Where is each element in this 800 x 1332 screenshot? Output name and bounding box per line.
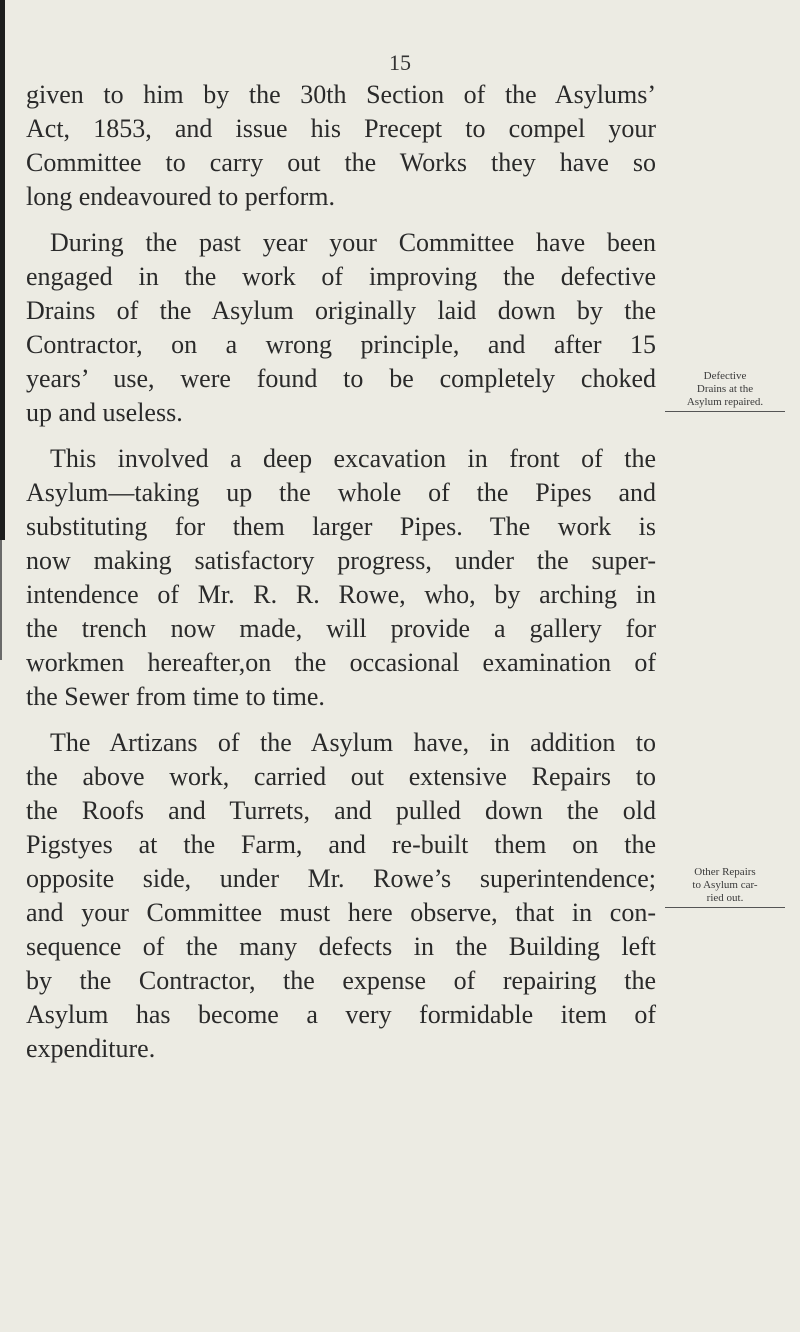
text-line: and your Committee must here observe, that in con- [26, 898, 656, 927]
text-line: Contractor, on a wrong principle, and after 15 [26, 330, 656, 359]
side-note-rule [665, 411, 785, 412]
text-line: workmen hereafter,on the occasional examination of [26, 648, 656, 677]
text-line: given to him by the 30th Section of the Asylums’ [26, 80, 656, 109]
text-line: opposite side, under Mr. Rowe’s superintendence; [26, 864, 656, 893]
text-line: now making satisfactory progress, under the super- [26, 546, 656, 575]
side-note-line: ried out. [706, 892, 744, 904]
text-line: During the past year your Committee have been [50, 228, 656, 257]
page-number: 15 [389, 50, 411, 75]
text-line: This involved a deep excavation in front of the [50, 444, 656, 473]
text-line: the Sewer from time to time. [26, 682, 325, 711]
side-note-other-repairs [664, 866, 786, 908]
text-line: engaged in the work of improving the defective [26, 262, 656, 291]
page-binding-edge-lower [0, 540, 2, 660]
text-line: expenditure. [26, 1034, 156, 1063]
paragraph-2 [26, 226, 656, 430]
text-line: the above work, carried out extensive Repairs to [26, 762, 656, 791]
text-line: Drains of the Asylum originally laid down by the [26, 296, 656, 325]
text-line: the trench now made, will provide a gallery for [26, 614, 656, 643]
side-note-line: Asylum repaired. [686, 396, 764, 408]
text-line: sequence of the many defects in the Building left [26, 932, 656, 961]
text-line: intendence of Mr. R. R. Rowe, who, by arching in [26, 580, 656, 609]
text-line: The Artizans of the Asylum have, in addition to [50, 728, 656, 757]
side-note-line: Drains at the [696, 383, 754, 395]
text-line: by the Contractor, the expense of repairing the [26, 966, 656, 995]
side-note-line: Defective [703, 370, 747, 382]
text-line: the Roofs and Turrets, and pulled down the old [26, 796, 656, 825]
page-binding-edge [0, 0, 5, 540]
paragraph-4 [26, 726, 656, 1066]
paragraph-1 [26, 78, 656, 214]
text-line: Committee to carry out the Works they have so [26, 148, 656, 177]
text-line: substituting for them larger Pipes. The work is [26, 512, 656, 541]
paragraph-3 [26, 442, 656, 714]
text-line: up and useless. [26, 398, 183, 427]
text-line: Asylum—taking up the whole of the Pipes and [26, 478, 656, 507]
side-note-line: Other Repairs [694, 866, 756, 878]
text-line: long endeavoured to perform. [26, 182, 336, 211]
side-note-line: to Asylum car- [692, 879, 758, 891]
body-text [26, 78, 656, 1078]
text-line: Act, 1853, and issue his Precept to compel your [26, 114, 656, 143]
text-line: Asylum has become a very formidable item of [26, 1000, 656, 1029]
text-line: Pigstyes at the Farm, and re-built them on the [26, 830, 656, 859]
side-note-rule [665, 907, 785, 908]
text-line: years’ use, were found to be completely choked [26, 364, 656, 393]
side-note-defective-drains [664, 370, 786, 412]
